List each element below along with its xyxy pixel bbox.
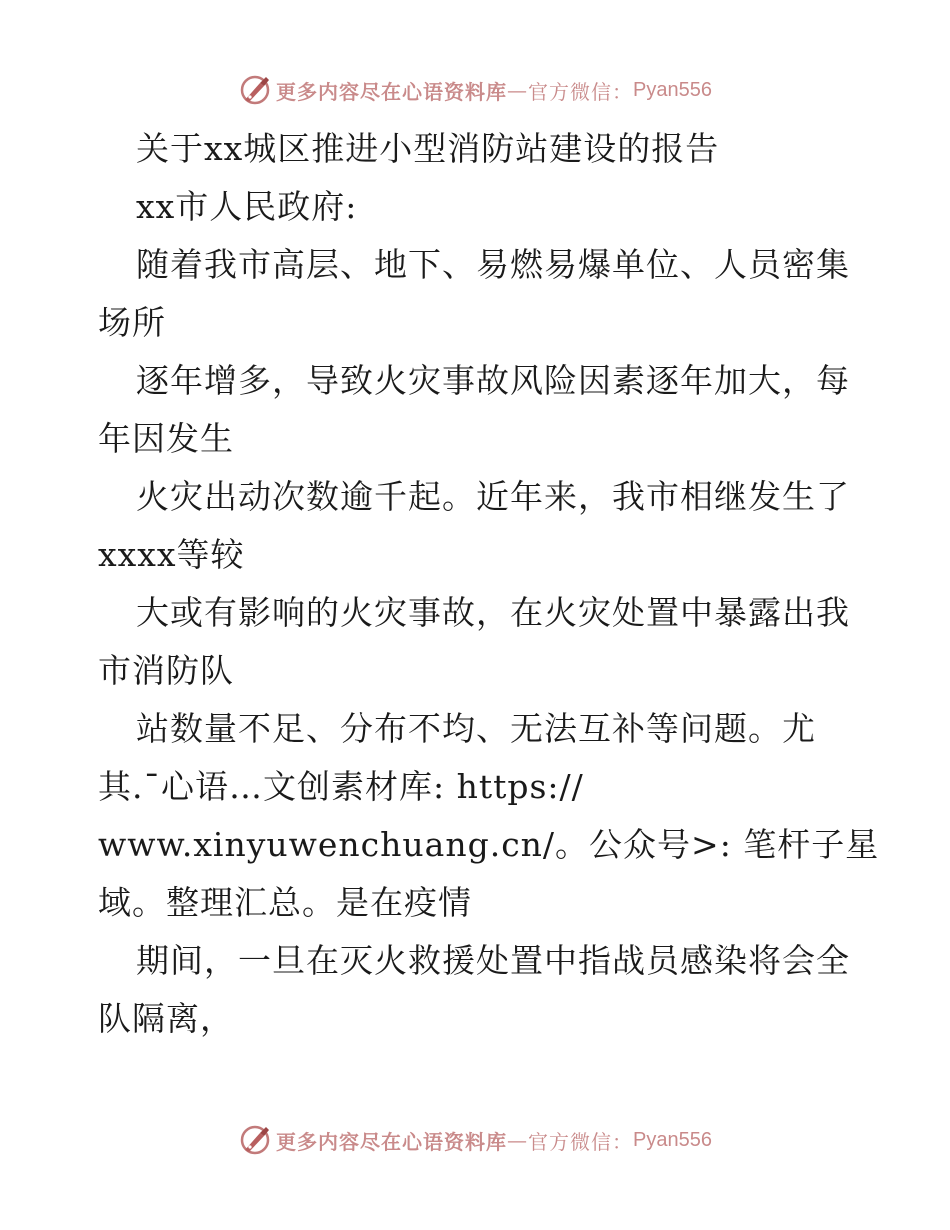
watermark-dash: —	[507, 78, 529, 102]
header-watermark	[0, 70, 950, 110]
paragraph-line: 大或有影响的火灾事故，在火灾处置中暴露出我	[136, 593, 850, 632]
paragraph-line: 随着我市高层、地下、易燃易爆单位、人员密集	[136, 245, 850, 284]
pen-logo-icon	[238, 73, 272, 107]
watermark-id-text: Pyan556	[633, 78, 712, 101]
watermark-id-text: Pyan556	[633, 1128, 712, 1151]
paragraph-line: 火灾出动次数逾千起。近年来，我市相继发生了	[136, 477, 850, 516]
watermark-dash: —	[507, 1128, 529, 1152]
pen-logo-icon	[238, 1123, 272, 1157]
paragraph-line: 场所	[98, 303, 166, 342]
document-body	[98, 120, 880, 1048]
watermark-main-text: 更多内容尽在心语资料库	[276, 79, 508, 104]
paragraph-line: 逐年增多，导致火灾事故风险因素逐年加大，每	[136, 361, 850, 400]
paragraph-line: 期间，一旦在灭火救援处置中指战员感染将会全	[136, 941, 850, 980]
addressee: xx市人民政府:	[136, 187, 358, 226]
paragraph-line: www.xinyuwenchuang.cn/。公众号>: 笔杆子星	[98, 825, 880, 864]
paragraph-line: xxxx等较	[98, 535, 245, 574]
watermark-main-text: 更多内容尽在心语资料库	[276, 1129, 508, 1154]
paragraph-line: 其.¯心语…文创素材库: https://	[98, 767, 584, 806]
document-title: 关于xx城区推进小型消防站建设的报告	[136, 129, 720, 168]
watermark-sub-text: 官方微信：	[528, 1129, 634, 1154]
watermark-sub-text: 官方微信：	[528, 79, 634, 104]
paragraph-line: 域。整理汇总。是在疫情	[98, 883, 472, 922]
paragraph-line: 市消防队	[98, 651, 234, 690]
paragraph-line: 年因发生	[98, 419, 234, 458]
paragraph-line: 站数量不足、分布不均、无法互补等问题。尤	[136, 709, 816, 748]
footer-watermark	[0, 1120, 950, 1160]
paragraph-line: 队隔离，	[98, 999, 234, 1038]
